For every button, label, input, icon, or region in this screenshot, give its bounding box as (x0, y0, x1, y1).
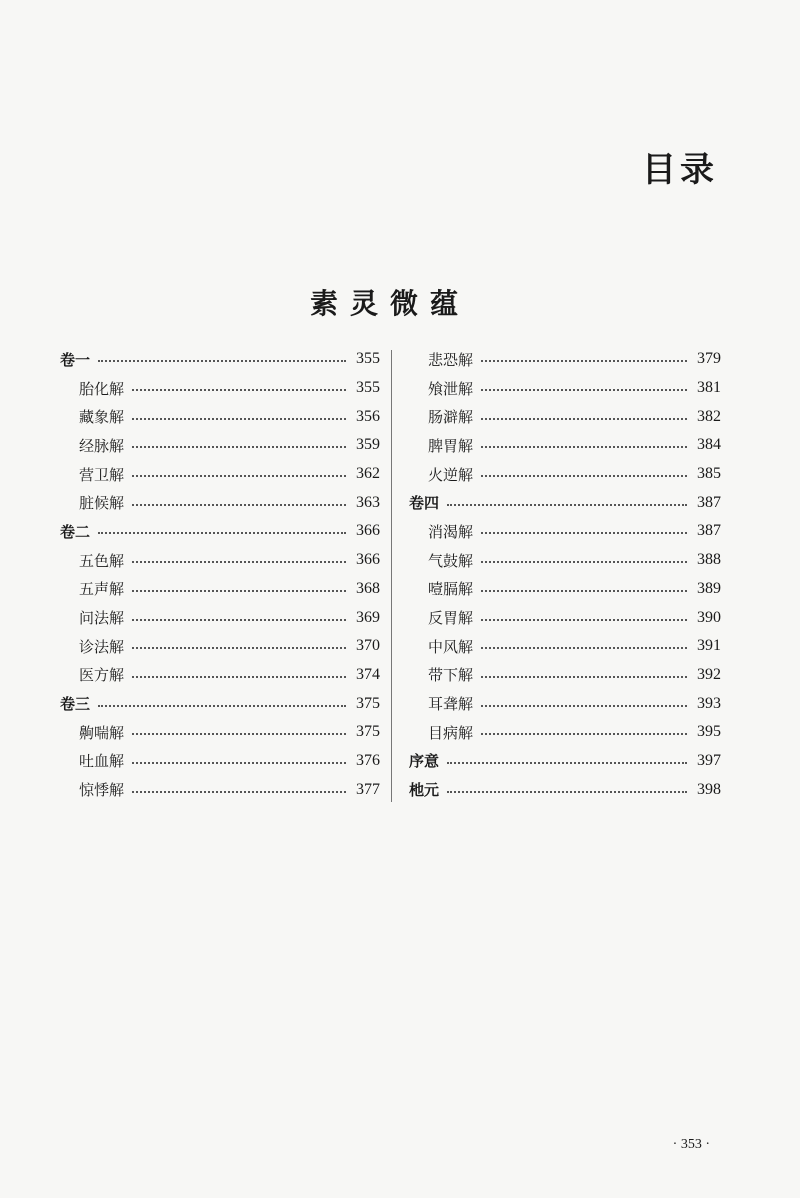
toc-entry[interactable] (60, 718, 380, 747)
toc-leader-dots (132, 590, 346, 592)
toc-entry[interactable] (60, 775, 380, 804)
toc-entry-page: 356 (356, 407, 380, 425)
toc-entry[interactable] (409, 374, 721, 403)
toc-leader-dots (132, 676, 346, 678)
toc-entry[interactable] (60, 689, 380, 718)
toc-leader-dots (481, 475, 687, 477)
toc-entry-label: 肠澼解 (428, 408, 474, 427)
toc-entry-label: 杝元 (409, 781, 440, 800)
toc-entry[interactable] (409, 775, 721, 804)
toc-entry[interactable] (409, 345, 721, 374)
toc-entry-label: 序意 (409, 752, 440, 771)
toc-entry[interactable] (409, 517, 721, 546)
toc-leader-dots (481, 590, 687, 592)
toc-leader-dots (132, 619, 346, 621)
toc-leader-dots (481, 561, 687, 563)
toc-leader-dots (132, 446, 346, 448)
toc-entry-label: 吐血解 (79, 752, 125, 771)
toc-entry-label: 五色解 (79, 551, 125, 570)
toc-leader-dots (447, 791, 687, 793)
toc-entry-page: 355 (356, 379, 380, 397)
toc-entry-page: 390 (697, 608, 721, 626)
toc-leader-dots (481, 418, 687, 420)
toc-entry-label: 卷三 (60, 695, 91, 714)
toc-entry-label: 医方解 (79, 666, 125, 685)
toc-entry[interactable] (60, 575, 380, 604)
book-title: 素灵微蕴 (309, 287, 470, 320)
toc-leader-dots (481, 705, 687, 707)
toc-leader-dots (481, 733, 687, 735)
toc-entry-page: 384 (697, 436, 721, 454)
toc-leader-dots (132, 733, 346, 735)
toc-leader-dots (132, 762, 346, 764)
toc-entry-label: 带下解 (428, 666, 474, 685)
toc-entry[interactable] (409, 460, 721, 489)
toc-leader-dots (481, 676, 687, 678)
toc-entry-page: 381 (697, 379, 721, 397)
toc-entry-label: 反胃解 (428, 609, 474, 628)
toc-entry-label: 火逆解 (428, 465, 474, 484)
toc-entry-label: 目病解 (428, 723, 474, 742)
toc-entry[interactable] (409, 488, 721, 517)
toc-entry[interactable] (409, 632, 721, 661)
toc-entry-page: 389 (697, 579, 721, 597)
toc-entry-label: 噎膈解 (428, 580, 474, 599)
toc-entry[interactable] (60, 632, 380, 661)
toc-entry[interactable] (60, 460, 380, 489)
toc-leader-dots (132, 504, 346, 506)
toc-leader-dots (132, 647, 346, 649)
toc-left-column (60, 345, 380, 804)
toc-entry[interactable] (409, 718, 721, 747)
toc-entry[interactable] (409, 431, 721, 460)
toc-entry-page: 393 (697, 694, 721, 712)
toc-entry-label: 营卫解 (79, 465, 125, 484)
toc-leader-dots (481, 446, 687, 448)
toc-leader-dots (132, 561, 346, 563)
toc-entry-label: 卷一 (60, 350, 91, 369)
toc-leader-dots (132, 389, 346, 391)
toc-entry-label: 消渴解 (428, 522, 474, 541)
toc-leader-dots (132, 475, 346, 477)
toc-entry-label: 中风解 (428, 637, 474, 656)
toc-entry-page: 369 (356, 608, 380, 626)
toc-right-column (409, 345, 721, 804)
toc-leader-dots (98, 360, 346, 362)
toc-entry-page: 363 (356, 493, 380, 511)
toc-entry-page: 374 (356, 665, 380, 683)
toc-entry-label: 气鼓解 (428, 551, 474, 570)
toc-entry-label: 胎化解 (79, 379, 125, 398)
toc-entry-page: 379 (697, 350, 721, 368)
toc-entry-page: 395 (697, 723, 721, 741)
toc-entry[interactable] (60, 661, 380, 690)
toc-entry-page: 392 (697, 665, 721, 683)
toc-entry-label: 诊法解 (79, 637, 125, 656)
toc-entry[interactable] (60, 374, 380, 403)
toc-leader-dots (98, 532, 346, 534)
toc-entry-label: 问法解 (79, 609, 125, 628)
toc-entry-page: 370 (356, 637, 380, 655)
toc-entry-page: 382 (697, 407, 721, 425)
toc-entry[interactable] (60, 488, 380, 517)
toc-leader-dots (447, 762, 687, 764)
toc-entry[interactable] (409, 689, 721, 718)
toc-entry[interactable] (409, 546, 721, 575)
toc-leader-dots (481, 389, 687, 391)
toc-entry[interactable] (409, 575, 721, 604)
toc-entry[interactable] (60, 345, 380, 374)
toc-leader-dots (481, 532, 687, 534)
toc-leader-dots (98, 705, 346, 707)
toc-entry[interactable] (409, 402, 721, 431)
toc-entry-label: 飧泄解 (428, 379, 474, 398)
toc-entry-page: 377 (356, 780, 380, 798)
toc-entry-page: 387 (697, 522, 721, 540)
toc-entry-label: 脾胃解 (428, 436, 474, 455)
toc-leader-dots (481, 619, 687, 621)
toc-entry-page: 387 (697, 493, 721, 511)
toc-entry-label: 经脉解 (79, 436, 125, 455)
toc-entry-page: 355 (356, 350, 380, 368)
toc-entry-label: 惊悸解 (79, 781, 125, 800)
toc-leader-dots (447, 504, 687, 506)
toc-entry-label: 藏象解 (79, 408, 125, 427)
page-title: 目录 (642, 150, 718, 190)
toc-entry[interactable] (60, 517, 380, 546)
toc-leader-dots (132, 418, 346, 420)
toc-leader-dots (481, 647, 687, 649)
toc-entry[interactable] (409, 661, 721, 690)
toc-entry-page: 397 (697, 751, 721, 769)
toc-entry-label: 齁喘解 (79, 723, 125, 742)
page-number: · 353 · (672, 1137, 710, 1152)
toc-entry-page: 362 (356, 465, 380, 483)
toc-entry[interactable] (60, 402, 380, 431)
toc-entry-page: 391 (697, 637, 721, 655)
toc-entry-label: 五声解 (79, 580, 125, 599)
toc-entry-page: 359 (356, 436, 380, 454)
toc-entry[interactable] (409, 747, 721, 776)
toc-entry-page: 375 (356, 694, 380, 712)
toc-entry-page: 388 (697, 551, 721, 569)
toc-entry-page: 375 (356, 723, 380, 741)
toc-entry-label: 耳聋解 (428, 695, 474, 714)
toc-entry[interactable] (60, 546, 380, 575)
toc-entry-page: 366 (356, 522, 380, 540)
toc-entry[interactable] (60, 431, 380, 460)
toc-entry-page: 398 (697, 780, 721, 798)
toc-entry-page: 368 (356, 579, 380, 597)
toc-entry[interactable] (409, 603, 721, 632)
toc-entry-page: 376 (356, 751, 380, 769)
toc-entry[interactable] (60, 603, 380, 632)
toc-leader-dots (132, 791, 346, 793)
toc-entry-label: 悲恐解 (428, 350, 474, 369)
toc-entry-label: 卷四 (409, 494, 440, 513)
toc-entry-label: 脏候解 (79, 494, 125, 513)
toc-entry-page: 366 (356, 551, 380, 569)
column-divider (391, 350, 392, 802)
toc-entry-page: 385 (697, 465, 721, 483)
toc-entry-label: 卷二 (60, 522, 91, 541)
toc-leader-dots (481, 360, 687, 362)
toc-entry[interactable] (60, 747, 380, 776)
